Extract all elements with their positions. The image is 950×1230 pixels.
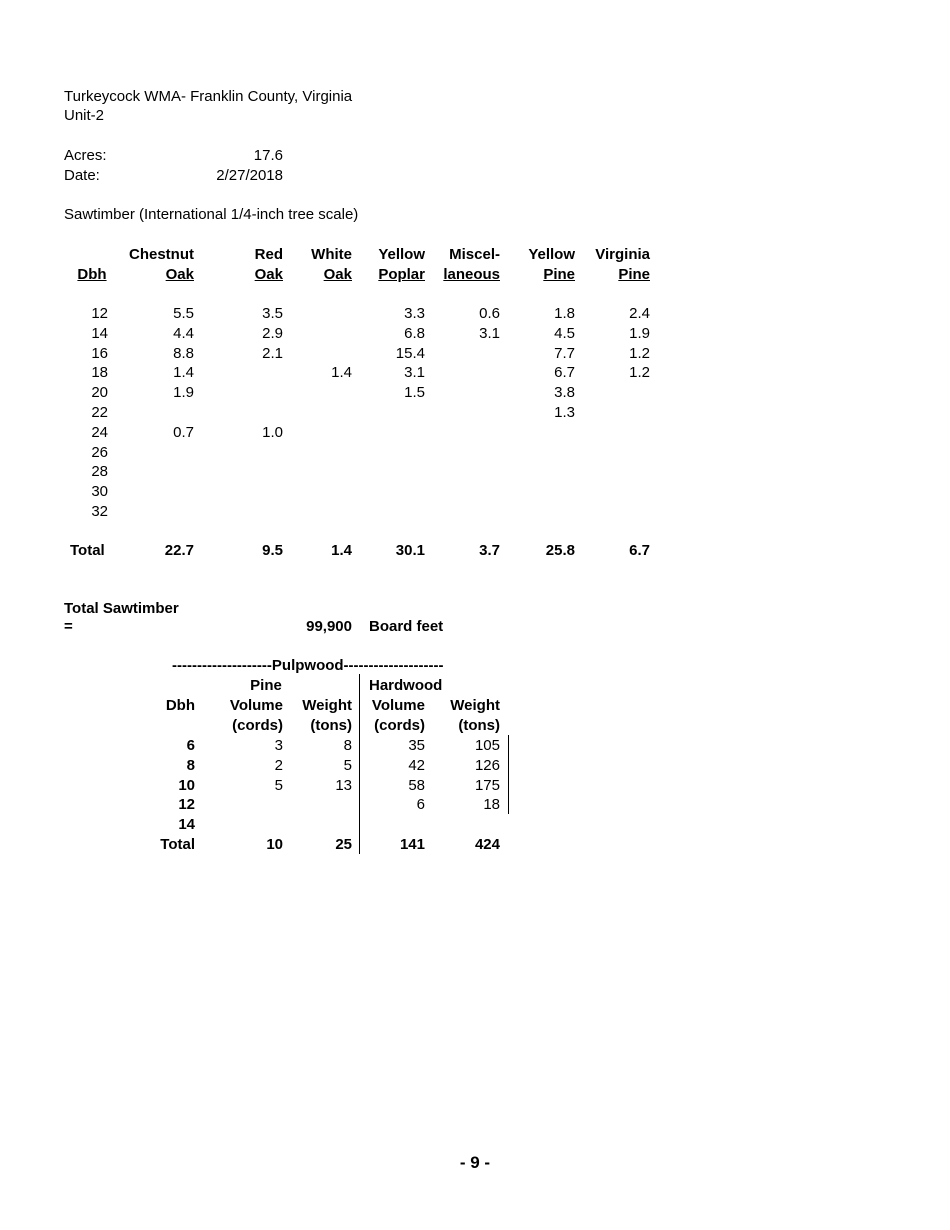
saw-total-label: Total	[70, 542, 105, 559]
saw-value-cell: 2.4	[629, 305, 650, 322]
pulp-value-cell: 8	[343, 737, 352, 754]
total-sawtimber-unit: Board feet	[369, 618, 444, 635]
pulp-dbh-header: Dbh	[165, 697, 195, 714]
pulp-value-cell: 5	[343, 757, 352, 774]
pulp-value-cell: 3	[274, 737, 283, 754]
saw-dbh-cell: 28	[91, 463, 108, 480]
pulp-dbh-cell: 6	[186, 737, 195, 754]
pulp-col-header-line1: Weight	[450, 697, 500, 714]
pulp-total-cell: 25	[335, 836, 352, 853]
saw-total-cell: 22.7	[164, 542, 194, 559]
saw-dbh-cell: 24	[91, 424, 108, 441]
date-value: 2/27/2018	[216, 167, 283, 184]
saw-dbh-cell: 12	[91, 305, 108, 322]
pulp-dbh-cell: 12	[178, 796, 195, 813]
acres-value: 17.6	[253, 147, 283, 164]
saw-value-cell: 7.7	[554, 345, 575, 362]
saw-value-cell: 15.4	[395, 345, 425, 362]
saw-species-header-line1: Chestnut	[129, 246, 194, 263]
pulp-value-cell: 42	[408, 757, 425, 774]
saw-value-cell: 3.8	[554, 384, 575, 401]
saw-dbh-cell: 32	[91, 503, 108, 520]
saw-total-cell: 1.4	[331, 542, 352, 559]
unit-label: Unit-2	[64, 107, 105, 124]
saw-value-cell: 1.9	[173, 384, 194, 401]
saw-total-cell: 25.8	[545, 542, 575, 559]
total-sawtimber-label: Total Sawtimber	[64, 600, 179, 617]
document-title: Turkeycock WMA- Franklin County, Virginia	[64, 88, 353, 105]
saw-dbh-cell: 30	[91, 483, 108, 500]
saw-value-cell: 0.6	[479, 305, 500, 322]
pulp-value-cell: 126	[474, 757, 500, 774]
saw-species-header-line1: Yellow	[378, 246, 425, 263]
saw-value-cell: 6.7	[554, 364, 575, 381]
pulp-value-cell: 35	[408, 737, 425, 754]
saw-value-cell: 1.4	[173, 364, 194, 381]
saw-species-name: Oak	[323, 266, 352, 283]
saw-value-cell: 3.5	[262, 305, 283, 322]
pulp-value-cell: 58	[408, 777, 425, 794]
saw-value-cell: 2.9	[262, 325, 283, 342]
acres-label: Acres:	[64, 147, 107, 164]
pulp-value-cell: 6	[416, 796, 425, 813]
pulp-value-cell: 175	[474, 777, 500, 794]
saw-value-cell: 4.4	[173, 325, 194, 342]
saw-dbh-header: Dbh	[77, 266, 107, 283]
pulp-hardwood-label: Hardwood	[369, 677, 443, 694]
sawtimber-caption: Sawtimber (International 1/4-inch tree scale)	[64, 206, 359, 223]
saw-total-cell: 9.5	[262, 542, 283, 559]
saw-species-header-line1: White	[311, 246, 352, 263]
pulp-col-header-line1: Weight	[302, 697, 352, 714]
saw-value-cell: 1.9	[629, 325, 650, 342]
saw-species-name: Oak	[165, 266, 194, 283]
pulp-dbh-cell: 8	[186, 757, 195, 774]
saw-value-cell: 3.3	[404, 305, 425, 322]
saw-value-cell: 1.3	[554, 404, 575, 421]
saw-dbh-cell: 20	[91, 384, 108, 401]
saw-species-name: Pine	[618, 266, 650, 283]
saw-value-cell: 2.1	[262, 345, 283, 362]
saw-species-header-line1: Virginia	[595, 246, 650, 263]
saw-value-cell: 3.1	[479, 325, 500, 342]
saw-dbh-cell: 16	[91, 345, 108, 362]
pulp-value-cell: 2	[274, 757, 283, 774]
saw-species-header-line1: Miscel-	[449, 246, 500, 263]
pulp-value-cell: 105	[474, 737, 500, 754]
saw-value-cell: 6.8	[404, 325, 425, 342]
saw-value-cell: 1.5	[404, 384, 425, 401]
saw-species-header-line2	[104, 265, 194, 284]
pulp-col-header-line2: (tons)	[310, 717, 352, 734]
saw-value-cell: 5.5	[173, 305, 194, 322]
saw-value-cell: 0.7	[173, 424, 194, 441]
pulp-col-header-line2: (cords)	[232, 717, 283, 734]
saw-value-cell: 4.5	[554, 325, 575, 342]
saw-value-cell: 1.2	[629, 345, 650, 362]
pulpwood-title: --------------------Pulpwood--------------------	[172, 657, 444, 674]
saw-value-cell: 1.2	[629, 364, 650, 381]
saw-species-name: laneous	[443, 266, 500, 283]
pulp-col-header-line1: Volume	[371, 697, 425, 714]
pulp-total-label: Total	[160, 836, 195, 853]
saw-dbh-cell: 26	[91, 444, 108, 461]
saw-species-header-line1: Red	[254, 246, 283, 263]
saw-total-cell: 6.7	[629, 542, 650, 559]
saw-species-name: Oak	[254, 266, 283, 283]
saw-value-cell: 1.8	[554, 305, 575, 322]
total-sawtimber-equals: =	[64, 618, 73, 635]
saw-species-name: Poplar	[378, 266, 425, 283]
pulp-dbh-cell: 10	[178, 777, 195, 794]
total-sawtimber-value: 99,900	[306, 618, 352, 635]
pulp-total-cell: 424	[474, 836, 500, 853]
saw-value-cell: 3.1	[404, 364, 425, 381]
saw-value-cell: 1.4	[331, 364, 352, 381]
saw-species-header-line1: Yellow	[528, 246, 575, 263]
date-label: Date:	[64, 167, 100, 184]
pulp-dbh-cell: 14	[178, 816, 195, 833]
saw-dbh-cell: 22	[91, 404, 108, 421]
pulp-total-cell: 141	[399, 836, 425, 853]
saw-species-name: Pine	[543, 266, 575, 283]
pulp-value-cell: 5	[274, 777, 283, 794]
pulp-col-header-line2: (tons)	[458, 717, 500, 734]
saw-total-cell: 30.1	[395, 542, 425, 559]
pulp-pine-label: Pine	[250, 677, 282, 694]
pulp-col-header-line1: Volume	[229, 697, 283, 714]
saw-value-cell: 1.0	[262, 424, 283, 441]
saw-dbh-cell: 14	[91, 325, 108, 342]
saw-total-cell: 3.7	[479, 542, 500, 559]
pulp-value-cell: 13	[335, 777, 352, 794]
pulp-col-header-line2: (cords)	[374, 717, 425, 734]
saw-value-cell: 8.8	[173, 345, 194, 362]
page-number: - 9 -	[459, 1153, 491, 1172]
saw-species-header-line2	[560, 265, 650, 284]
pulp-right-line	[508, 735, 509, 814]
pulp-value-cell: 18	[483, 796, 500, 813]
pulp-total-cell: 10	[266, 836, 283, 853]
saw-dbh-cell: 18	[91, 364, 108, 381]
